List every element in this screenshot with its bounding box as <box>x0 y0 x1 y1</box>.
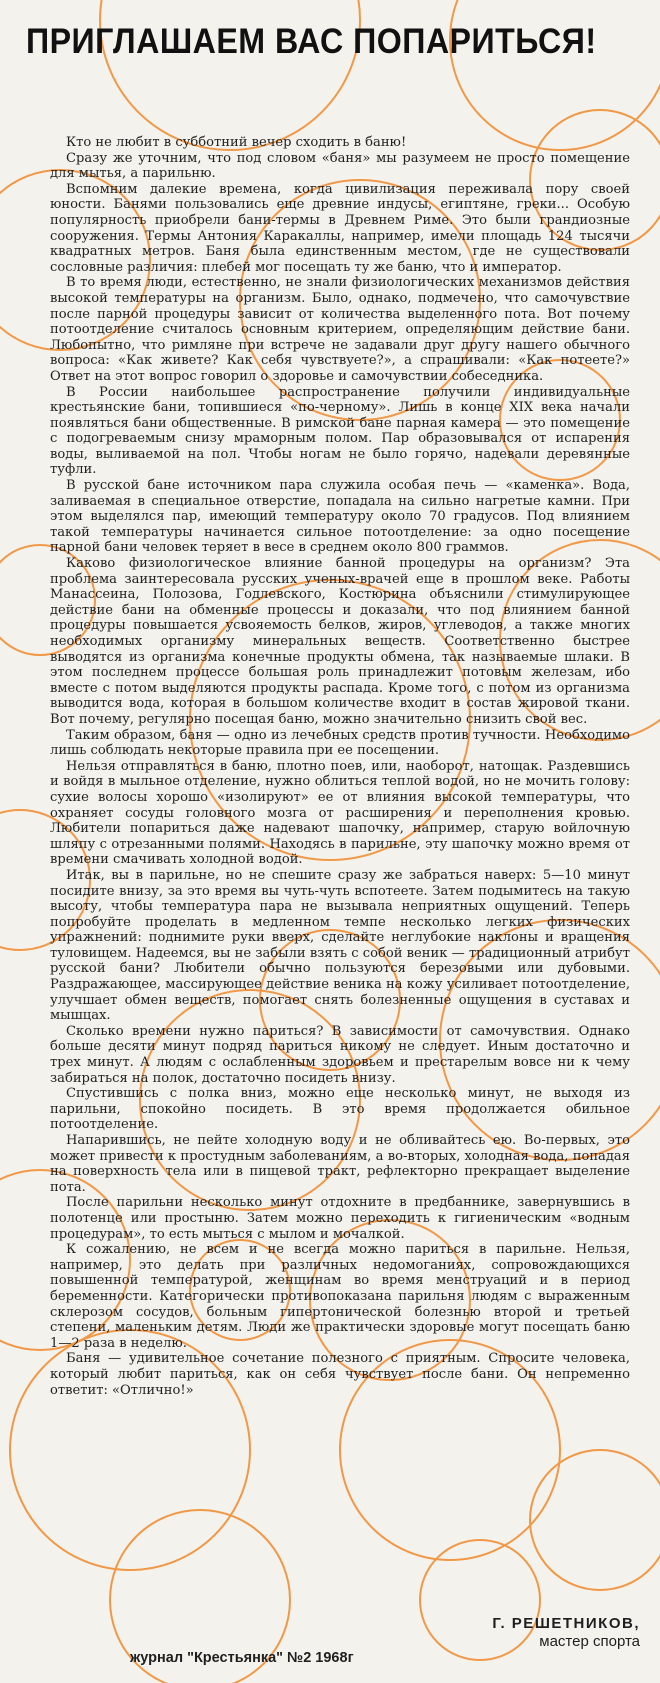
paragraph: К сожалению, не всем и не всегда можно париться в парильне. Нельзя, например, это делать при различных недомоганиях, сопровождающихся повышенной температурой, женщинам во время менструаций и в период беременности. Категорически противопоказана парильня людям с выраженным склерозом сосудов, больным гипертонической болезнью второй и третьей степени, маленьким детям. Люди же практически здоровые могут посещать баню 1—2 раза в неделю. <box>50 1242 630 1351</box>
paragraph: Каково физиологическое влияние банной процедуры на организм? Эта проблема заинтересовала русских ученых-врачей еще в прошлом веке. Работы Манассеина, Полозова, Годлевского, Костюрина объяснили стимулирующее действие бани на обменные процессы и доказали, что под влиянием банной процедуры повышается усвояемость белков, жиров, углеводов, а также многих необходимых организму минеральных веществ. Соответственно быстрее выводятся из организма конечные продукты обмена, так называемые шлаки. В этом последнем процессе большая роль принадлежит потовым железам, ибо вместе с потом выделяются продукты распада. Кроме того, с потом из организма выводится вода, которая в большом количестве входит в состав жировой ткани. Вот почему, регулярно посещая баню, можно значительно снизить свой вес. <box>50 556 630 727</box>
article-title: ПРИГЛАШАЕМ ВАС ПОПАРИТЬСЯ! <box>26 22 597 61</box>
paragraph: Сколько времени нужно париться? В зависимости от самочувствия. Однако больше десяти минут подряд париться никому не следует. Иным достаточно и трех минут. А людям с ослабленным здоровьем и престарелым вовсе ни к чему забираться на полок, достаточно посидеть внизу. <box>50 1023 630 1086</box>
paragraph: Напарившись, не пейте холодную воду и не обливайтесь ею. Во-первых, это может привести к простудным заболеваниям, а во-вторых, холодная вода, попадая на поверхность тела или в пищевой тракт, рефлекторно прекращает выделение пота. <box>50 1133 630 1195</box>
paragraph: Баня — удивительное сочетание полезного с приятным. Спросите человека, который любит париться, как он себя чувствует после бани. Он непременно ответит: «Отлично!» <box>50 1351 630 1398</box>
paragraph: Сразу же уточним, что под словом «баня» мы разумеем не просто помещение для мытья, а парильню. <box>50 150 630 182</box>
paragraph: Итак, вы в парильне, но не спешите сразу же забраться наверх: 5—10 минут посидите внизу, за это время вы чуть-чуть вспотеете. Затем подымитесь на такую высоту, чтобы температура пара не вызывала неприятных ощущений. Теперь попробуйте проделать в медленном темпе несколько легких физических упражнений: поднимите руки вверх, сделайте неглубокие наклоны и вращения туловищем. Надеемся, вы не забыли взять с собой веник — традиционный атрибут русской бани? Любители обычно пользуются березовыми или дубовыми. Раздражающее, массирующее действие веника на кожу усиливает потоотделение, улучшает обмен веществ, помогает снять болезненные ощущения в суставах и мышцах. <box>50 867 630 1024</box>
paragraph: Таким образом, баня — одно из лечебных средств против тучности. Необходимо лишь соблюдать некоторые правила при ее посещении. <box>50 727 630 759</box>
paragraph: Нельзя отправляться в баню, плотно поев, или, наоборот, натощак. Раздевшись и войдя в мыльное отделение, нужно облиться теплой водой, но не мочить голову: сухие волосы хорошо «изолируют» ее от влияния высокой температуры, что охраняет сосуды головного мозга от расширения и переполнения кровью. Любители попариться даже надевают шапочку, например, старую войлочную шляпу с отрезанными полями. Находясь в парильне, эту шапочку можно время от времени смачивать холодной водой. <box>50 758 630 868</box>
paragraph: В России наибольшее распространение получили индивидуальные крестьянские бани, топившиеся «по-черному». Лишь в конце XIX века начали появляться бани общественные. В римской бане парная камера — это помещение с подогреваемым снизу мраморным полом. Пар образовывался от испарения воды, выливаемой на пол. Чтобы ногам не было горячо, надевали деревянные туфли. <box>50 384 630 478</box>
article-body <box>50 135 630 1398</box>
author-role: мастер спорта <box>539 1633 640 1650</box>
paragraph: После парильни несколько минут отдохните в предбаннике, завернувшись в полотенце или простыню. Затем можно переходить к гигиеническим «водным процедурам», то есть мыться с мылом и мочалкой. <box>50 1195 630 1242</box>
source-caption: журнал "Крестьянка" №2 1968г <box>130 1650 354 1666</box>
paragraph: В то время люди, естественно, не знали физиологических механизмов действия высокой температуры на организм. Было, однако, подмечено, что самочувствие после парной процедуры зависит от количества выделенного пота. Вот почему потоотделение считалось основным критерием, определяющим действие бани. Любопытно, что римляне при встрече не задавали друг другу нашего обычного вопроса: «Как живете? Как себя чувствуете?», а спрашивали: «Как потеете?» Ответ на этот вопрос говорил о здоровье и самочувствии собеседника. <box>50 275 630 384</box>
author-name: Г. РЕШЕТНИКОВ, <box>492 1615 640 1632</box>
author-signature <box>492 1615 640 1651</box>
paragraph: Вспомним далекие времена, когда цивилизация переживала пору своей юности. Банями пользовались еще древние индусы, египтяне, греки... Особую популярность приобрели бани-термы в Древнем Риме. Это были грандиозные сооружения. Термы Антония Каракаллы, например, имели площадь 124 тысячи квадратных метров. Баня была единственным местом, где не существовали сословные различия: плебей мог посещать ту же баню, что и император. <box>50 181 630 275</box>
paragraph: В русской бане источником пара служила особая печь — «каменка». Вода, заливаемая в специальное отверстие, попадала на сильно нагретые камни. При этом выделялся пар, имеющий температуру около 70 градусов. Под влиянием такой температуры начинается сильное потоотделение: за одно посещение парной бани человек теряет в весе в среднем около 800 граммов. <box>50 478 630 556</box>
paragraph: Кто не любит в субботний вечер сходить в баню! <box>66 135 407 150</box>
paragraph: Спустившись с полка вниз, можно еще несколько минут, не выходя из парильни, спокойно посидеть. В это время продолжается обильное потоотделение. <box>50 1086 630 1133</box>
